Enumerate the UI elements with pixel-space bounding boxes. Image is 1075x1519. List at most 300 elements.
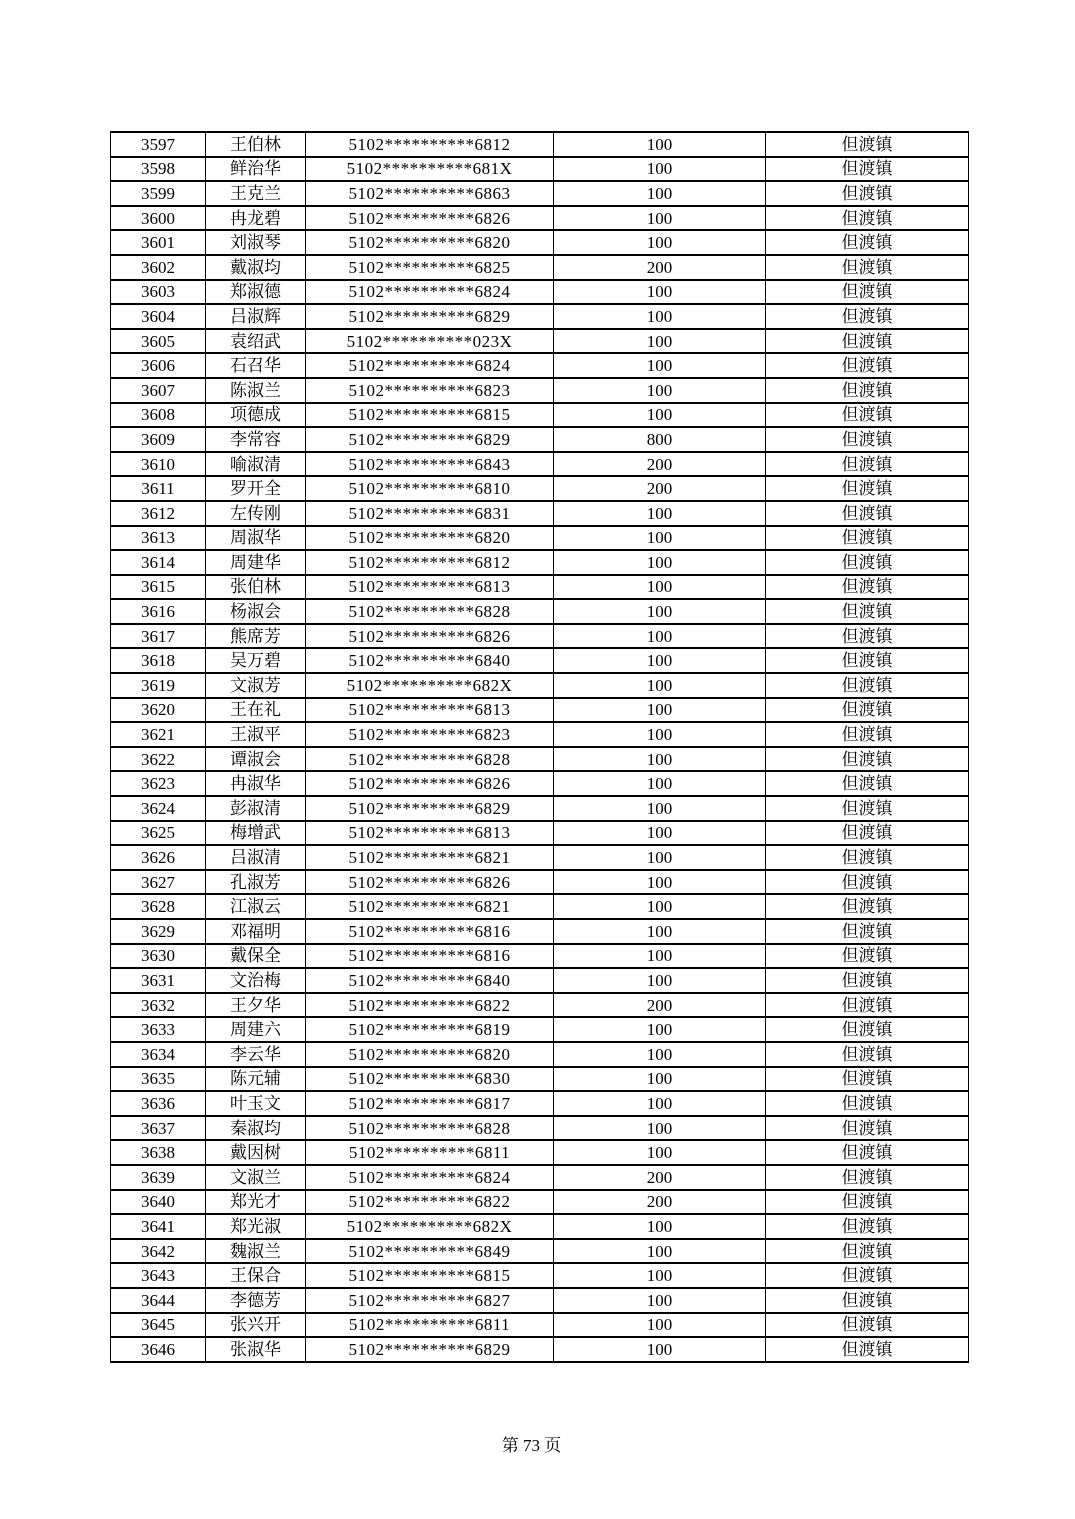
cell-town: 但渡镇 bbox=[766, 673, 969, 698]
table-row bbox=[111, 894, 969, 919]
cell-amount: 200 bbox=[554, 1190, 766, 1215]
table-row bbox=[111, 968, 969, 993]
cell-serial-number: 3632 bbox=[111, 993, 206, 1018]
cell-amount: 100 bbox=[554, 919, 766, 944]
cell-masked-id: 5102**********6824 bbox=[306, 280, 554, 305]
cell-amount: 100 bbox=[554, 230, 766, 255]
table-body bbox=[111, 132, 969, 1362]
cell-serial-number: 3627 bbox=[111, 870, 206, 895]
roster-table bbox=[110, 131, 969, 1363]
table-row bbox=[111, 304, 969, 329]
cell-serial-number: 3625 bbox=[111, 821, 206, 846]
cell-masked-id: 5102**********6829 bbox=[306, 1337, 554, 1362]
cell-masked-id: 5102**********6812 bbox=[306, 550, 554, 575]
cell-serial-number: 3629 bbox=[111, 919, 206, 944]
table-row bbox=[111, 353, 969, 378]
table-row bbox=[111, 722, 969, 747]
cell-person-name: 邓福明 bbox=[206, 919, 306, 944]
cell-person-name: 戴保全 bbox=[206, 944, 306, 969]
cell-masked-id: 5102**********6822 bbox=[306, 993, 554, 1018]
cell-town: 但渡镇 bbox=[766, 452, 969, 477]
cell-serial-number: 3636 bbox=[111, 1091, 206, 1116]
cell-town: 但渡镇 bbox=[766, 993, 969, 1018]
cell-serial-number: 3638 bbox=[111, 1140, 206, 1165]
cell-masked-id: 5102**********6826 bbox=[306, 624, 554, 649]
cell-serial-number: 3605 bbox=[111, 329, 206, 354]
cell-masked-id: 5102**********6823 bbox=[306, 378, 554, 403]
cell-town: 但渡镇 bbox=[766, 304, 969, 329]
cell-person-name: 郑光淑 bbox=[206, 1214, 306, 1239]
table-row bbox=[111, 230, 969, 255]
cell-town: 但渡镇 bbox=[766, 722, 969, 747]
table-row bbox=[111, 476, 969, 501]
cell-serial-number: 3598 bbox=[111, 157, 206, 182]
cell-masked-id: 5102**********6813 bbox=[306, 575, 554, 600]
cell-masked-id: 5102**********6815 bbox=[306, 403, 554, 428]
cell-masked-id: 5102**********6824 bbox=[306, 353, 554, 378]
cell-serial-number: 3641 bbox=[111, 1214, 206, 1239]
cell-amount: 100 bbox=[554, 1091, 766, 1116]
cell-masked-id: 5102**********6820 bbox=[306, 230, 554, 255]
cell-person-name: 李德芳 bbox=[206, 1288, 306, 1313]
table-row bbox=[111, 624, 969, 649]
cell-masked-id: 5102**********6827 bbox=[306, 1288, 554, 1313]
table-row bbox=[111, 1337, 969, 1362]
cell-town: 但渡镇 bbox=[766, 919, 969, 944]
cell-serial-number: 3613 bbox=[111, 526, 206, 551]
cell-masked-id: 5102**********6811 bbox=[306, 1140, 554, 1165]
cell-serial-number: 3599 bbox=[111, 181, 206, 206]
cell-town: 但渡镇 bbox=[766, 230, 969, 255]
cell-serial-number: 3611 bbox=[111, 476, 206, 501]
table-row bbox=[111, 698, 969, 723]
cell-person-name: 鲜治华 bbox=[206, 157, 306, 182]
cell-person-name: 王在礼 bbox=[206, 698, 306, 723]
cell-person-name: 冉淑华 bbox=[206, 771, 306, 796]
cell-masked-id: 5102**********6828 bbox=[306, 1116, 554, 1141]
cell-masked-id: 5102**********6824 bbox=[306, 1165, 554, 1190]
cell-person-name: 周建六 bbox=[206, 1017, 306, 1042]
cell-amount: 100 bbox=[554, 304, 766, 329]
cell-amount: 100 bbox=[554, 157, 766, 182]
cell-masked-id: 5102**********6815 bbox=[306, 1263, 554, 1288]
cell-masked-id: 5102**********682X bbox=[306, 1214, 554, 1239]
cell-person-name: 叶玉文 bbox=[206, 1091, 306, 1116]
cell-masked-id: 5102**********6825 bbox=[306, 255, 554, 280]
cell-person-name: 袁绍武 bbox=[206, 329, 306, 354]
table-row bbox=[111, 796, 969, 821]
cell-serial-number: 3612 bbox=[111, 501, 206, 526]
cell-town: 但渡镇 bbox=[766, 255, 969, 280]
cell-serial-number: 3626 bbox=[111, 845, 206, 870]
table-row bbox=[111, 452, 969, 477]
cell-person-name: 秦淑均 bbox=[206, 1116, 306, 1141]
cell-serial-number: 3602 bbox=[111, 255, 206, 280]
cell-serial-number: 3617 bbox=[111, 624, 206, 649]
cell-town: 但渡镇 bbox=[766, 1116, 969, 1141]
cell-amount: 100 bbox=[554, 181, 766, 206]
cell-person-name: 石召华 bbox=[206, 353, 306, 378]
cell-person-name: 喻淑清 bbox=[206, 452, 306, 477]
page-number-footer: 第 73 页 bbox=[501, 1436, 562, 1455]
cell-serial-number: 3646 bbox=[111, 1337, 206, 1362]
cell-person-name: 戴因树 bbox=[206, 1140, 306, 1165]
cell-amount: 100 bbox=[554, 280, 766, 305]
cell-serial-number: 3597 bbox=[111, 132, 206, 157]
table-row bbox=[111, 280, 969, 305]
cell-amount: 100 bbox=[554, 747, 766, 772]
cell-person-name: 张淑华 bbox=[206, 1337, 306, 1362]
table-row bbox=[111, 132, 969, 157]
cell-town: 但渡镇 bbox=[766, 1165, 969, 1190]
table-row bbox=[111, 1263, 969, 1288]
cell-town: 但渡镇 bbox=[766, 747, 969, 772]
table-row bbox=[111, 648, 969, 673]
cell-person-name: 王淑平 bbox=[206, 722, 306, 747]
cell-serial-number: 3639 bbox=[111, 1165, 206, 1190]
cell-amount: 100 bbox=[554, 206, 766, 231]
table-row bbox=[111, 944, 969, 969]
cell-masked-id: 5102**********6817 bbox=[306, 1091, 554, 1116]
cell-town: 但渡镇 bbox=[766, 427, 969, 452]
table-row bbox=[111, 1190, 969, 1215]
cell-amount: 100 bbox=[554, 845, 766, 870]
cell-person-name: 李云华 bbox=[206, 1042, 306, 1067]
cell-amount: 100 bbox=[554, 648, 766, 673]
cell-serial-number: 3633 bbox=[111, 1017, 206, 1042]
cell-amount: 100 bbox=[554, 1042, 766, 1067]
table-row bbox=[111, 157, 969, 182]
cell-masked-id: 5102**********6813 bbox=[306, 698, 554, 723]
cell-masked-id: 5102**********6822 bbox=[306, 1190, 554, 1215]
cell-person-name: 文治梅 bbox=[206, 968, 306, 993]
cell-town: 但渡镇 bbox=[766, 1214, 969, 1239]
cell-masked-id: 5102**********6828 bbox=[306, 599, 554, 624]
cell-person-name: 谭淑会 bbox=[206, 747, 306, 772]
table-row bbox=[111, 575, 969, 600]
cell-amount: 100 bbox=[554, 1116, 766, 1141]
cell-amount: 100 bbox=[554, 1337, 766, 1362]
cell-amount: 100 bbox=[554, 526, 766, 551]
table-row bbox=[111, 1017, 969, 1042]
cell-serial-number: 3640 bbox=[111, 1190, 206, 1215]
cell-town: 但渡镇 bbox=[766, 1263, 969, 1288]
cell-masked-id: 5102**********6840 bbox=[306, 648, 554, 673]
table-row bbox=[111, 378, 969, 403]
cell-person-name: 王克兰 bbox=[206, 181, 306, 206]
cell-person-name: 吕淑清 bbox=[206, 845, 306, 870]
cell-person-name: 李常容 bbox=[206, 427, 306, 452]
cell-amount: 100 bbox=[554, 550, 766, 575]
table-row bbox=[111, 821, 969, 846]
cell-amount: 100 bbox=[554, 771, 766, 796]
table-row bbox=[111, 329, 969, 354]
cell-amount: 200 bbox=[554, 1165, 766, 1190]
cell-town: 但渡镇 bbox=[766, 1091, 969, 1116]
cell-town: 但渡镇 bbox=[766, 1239, 969, 1264]
cell-masked-id: 5102**********6829 bbox=[306, 427, 554, 452]
cell-town: 但渡镇 bbox=[766, 1313, 969, 1338]
cell-town: 但渡镇 bbox=[766, 501, 969, 526]
cell-town: 但渡镇 bbox=[766, 132, 969, 157]
cell-serial-number: 3645 bbox=[111, 1313, 206, 1338]
cell-masked-id: 5102**********6829 bbox=[306, 304, 554, 329]
table-row bbox=[111, 427, 969, 452]
cell-amount: 100 bbox=[554, 1214, 766, 1239]
cell-serial-number: 3630 bbox=[111, 944, 206, 969]
cell-serial-number: 3642 bbox=[111, 1239, 206, 1264]
cell-serial-number: 3618 bbox=[111, 648, 206, 673]
cell-person-name: 张伯林 bbox=[206, 575, 306, 600]
cell-person-name: 江淑云 bbox=[206, 894, 306, 919]
cell-masked-id: 5102**********6826 bbox=[306, 206, 554, 231]
cell-masked-id: 5102**********6831 bbox=[306, 501, 554, 526]
cell-town: 但渡镇 bbox=[766, 870, 969, 895]
cell-person-name: 文淑芳 bbox=[206, 673, 306, 698]
cell-town: 但渡镇 bbox=[766, 550, 969, 575]
cell-serial-number: 3644 bbox=[111, 1288, 206, 1313]
cell-masked-id: 5102**********6813 bbox=[306, 821, 554, 846]
cell-masked-id: 5102**********682X bbox=[306, 673, 554, 698]
cell-serial-number: 3609 bbox=[111, 427, 206, 452]
cell-serial-number: 3601 bbox=[111, 230, 206, 255]
table-row bbox=[111, 747, 969, 772]
cell-town: 但渡镇 bbox=[766, 1140, 969, 1165]
cell-town: 但渡镇 bbox=[766, 1042, 969, 1067]
table-row bbox=[111, 673, 969, 698]
cell-person-name: 彭淑清 bbox=[206, 796, 306, 821]
cell-town: 但渡镇 bbox=[766, 181, 969, 206]
cell-amount: 100 bbox=[554, 403, 766, 428]
table-row bbox=[111, 919, 969, 944]
cell-town: 但渡镇 bbox=[766, 968, 969, 993]
table-row bbox=[111, 1313, 969, 1338]
cell-person-name: 周淑华 bbox=[206, 526, 306, 551]
cell-town: 但渡镇 bbox=[766, 1337, 969, 1362]
cell-masked-id: 5102**********6820 bbox=[306, 526, 554, 551]
cell-serial-number: 3600 bbox=[111, 206, 206, 231]
cell-person-name: 戴淑均 bbox=[206, 255, 306, 280]
cell-person-name: 张兴开 bbox=[206, 1313, 306, 1338]
cell-amount: 100 bbox=[554, 796, 766, 821]
cell-masked-id: 5102**********6849 bbox=[306, 1239, 554, 1264]
table-row bbox=[111, 1140, 969, 1165]
cell-serial-number: 3619 bbox=[111, 673, 206, 698]
table-row bbox=[111, 206, 969, 231]
cell-serial-number: 3614 bbox=[111, 550, 206, 575]
cell-masked-id: 5102**********6816 bbox=[306, 944, 554, 969]
cell-town: 但渡镇 bbox=[766, 944, 969, 969]
cell-town: 但渡镇 bbox=[766, 476, 969, 501]
cell-masked-id: 5102**********6828 bbox=[306, 747, 554, 772]
cell-masked-id: 5102**********6810 bbox=[306, 476, 554, 501]
table-row bbox=[111, 993, 969, 1018]
cell-town: 但渡镇 bbox=[766, 894, 969, 919]
cell-town: 但渡镇 bbox=[766, 796, 969, 821]
cell-masked-id: 5102**********023X bbox=[306, 329, 554, 354]
cell-serial-number: 3637 bbox=[111, 1116, 206, 1141]
cell-serial-number: 3606 bbox=[111, 353, 206, 378]
cell-town: 但渡镇 bbox=[766, 845, 969, 870]
cell-person-name: 孔淑芳 bbox=[206, 870, 306, 895]
cell-amount: 100 bbox=[554, 1067, 766, 1092]
cell-town: 但渡镇 bbox=[766, 378, 969, 403]
table-row bbox=[111, 1116, 969, 1141]
table-row bbox=[111, 1288, 969, 1313]
cell-amount: 100 bbox=[554, 575, 766, 600]
cell-amount: 100 bbox=[554, 1017, 766, 1042]
cell-masked-id: 5102**********6840 bbox=[306, 968, 554, 993]
cell-serial-number: 3616 bbox=[111, 599, 206, 624]
cell-person-name: 吴万碧 bbox=[206, 648, 306, 673]
cell-serial-number: 3615 bbox=[111, 575, 206, 600]
cell-town: 但渡镇 bbox=[766, 698, 969, 723]
table-row bbox=[111, 181, 969, 206]
cell-serial-number: 3620 bbox=[111, 698, 206, 723]
cell-town: 但渡镇 bbox=[766, 280, 969, 305]
cell-town: 但渡镇 bbox=[766, 157, 969, 182]
cell-serial-number: 3610 bbox=[111, 452, 206, 477]
cell-masked-id: 5102**********6829 bbox=[306, 796, 554, 821]
cell-amount: 200 bbox=[554, 452, 766, 477]
table-row bbox=[111, 845, 969, 870]
cell-person-name: 梅增武 bbox=[206, 821, 306, 846]
table-row bbox=[111, 771, 969, 796]
cell-serial-number: 3635 bbox=[111, 1067, 206, 1092]
cell-person-name: 周建华 bbox=[206, 550, 306, 575]
cell-masked-id: 5102**********681X bbox=[306, 157, 554, 182]
cell-masked-id: 5102**********6811 bbox=[306, 1313, 554, 1338]
cell-amount: 100 bbox=[554, 501, 766, 526]
cell-town: 但渡镇 bbox=[766, 403, 969, 428]
cell-town: 但渡镇 bbox=[766, 353, 969, 378]
cell-masked-id: 5102**********6820 bbox=[306, 1042, 554, 1067]
cell-person-name: 陈元辅 bbox=[206, 1067, 306, 1092]
cell-person-name: 王夕华 bbox=[206, 993, 306, 1018]
cell-amount: 100 bbox=[554, 698, 766, 723]
cell-amount: 800 bbox=[554, 427, 766, 452]
cell-amount: 100 bbox=[554, 673, 766, 698]
cell-amount: 200 bbox=[554, 993, 766, 1018]
cell-person-name: 王保合 bbox=[206, 1263, 306, 1288]
cell-serial-number: 3622 bbox=[111, 747, 206, 772]
cell-amount: 100 bbox=[554, 599, 766, 624]
cell-person-name: 郑光才 bbox=[206, 1190, 306, 1215]
cell-town: 但渡镇 bbox=[766, 1288, 969, 1313]
cell-town: 但渡镇 bbox=[766, 624, 969, 649]
table-row bbox=[111, 550, 969, 575]
table-row bbox=[111, 255, 969, 280]
cell-serial-number: 3634 bbox=[111, 1042, 206, 1067]
table-row bbox=[111, 1091, 969, 1116]
cell-amount: 200 bbox=[554, 255, 766, 280]
cell-amount: 100 bbox=[554, 968, 766, 993]
cell-person-name: 刘淑琴 bbox=[206, 230, 306, 255]
cell-person-name: 郑淑德 bbox=[206, 280, 306, 305]
cell-amount: 100 bbox=[554, 353, 766, 378]
cell-serial-number: 3604 bbox=[111, 304, 206, 329]
table-row bbox=[111, 599, 969, 624]
cell-person-name: 冉龙碧 bbox=[206, 206, 306, 231]
cell-person-name: 文淑兰 bbox=[206, 1165, 306, 1190]
cell-amount: 100 bbox=[554, 870, 766, 895]
table-row bbox=[111, 1214, 969, 1239]
cell-masked-id: 5102**********6830 bbox=[306, 1067, 554, 1092]
cell-serial-number: 3643 bbox=[111, 1263, 206, 1288]
cell-person-name: 罗开全 bbox=[206, 476, 306, 501]
cell-amount: 100 bbox=[554, 894, 766, 919]
cell-town: 但渡镇 bbox=[766, 526, 969, 551]
cell-town: 但渡镇 bbox=[766, 1017, 969, 1042]
cell-town: 但渡镇 bbox=[766, 329, 969, 354]
cell-masked-id: 5102**********6819 bbox=[306, 1017, 554, 1042]
cell-masked-id: 5102**********6821 bbox=[306, 894, 554, 919]
table-row bbox=[111, 1042, 969, 1067]
cell-serial-number: 3628 bbox=[111, 894, 206, 919]
cell-amount: 100 bbox=[554, 1288, 766, 1313]
cell-person-name: 王伯林 bbox=[206, 132, 306, 157]
cell-person-name: 左传刚 bbox=[206, 501, 306, 526]
cell-town: 但渡镇 bbox=[766, 648, 969, 673]
cell-town: 但渡镇 bbox=[766, 575, 969, 600]
cell-amount: 100 bbox=[554, 1239, 766, 1264]
cell-amount: 200 bbox=[554, 476, 766, 501]
cell-person-name: 熊席芳 bbox=[206, 624, 306, 649]
cell-town: 但渡镇 bbox=[766, 599, 969, 624]
cell-serial-number: 3623 bbox=[111, 771, 206, 796]
cell-town: 但渡镇 bbox=[766, 1067, 969, 1092]
cell-masked-id: 5102**********6812 bbox=[306, 132, 554, 157]
table-row bbox=[111, 403, 969, 428]
cell-town: 但渡镇 bbox=[766, 771, 969, 796]
table-row bbox=[111, 526, 969, 551]
cell-masked-id: 5102**********6826 bbox=[306, 870, 554, 895]
cell-person-name: 吕淑辉 bbox=[206, 304, 306, 329]
cell-serial-number: 3608 bbox=[111, 403, 206, 428]
cell-serial-number: 3631 bbox=[111, 968, 206, 993]
table-row bbox=[111, 870, 969, 895]
cell-town: 但渡镇 bbox=[766, 206, 969, 231]
cell-town: 但渡镇 bbox=[766, 1190, 969, 1215]
cell-amount: 100 bbox=[554, 132, 766, 157]
cell-person-name: 陈淑兰 bbox=[206, 378, 306, 403]
table-row bbox=[111, 1239, 969, 1264]
cell-serial-number: 3624 bbox=[111, 796, 206, 821]
table-row bbox=[111, 1067, 969, 1092]
cell-amount: 100 bbox=[554, 944, 766, 969]
cell-amount: 100 bbox=[554, 624, 766, 649]
table-row bbox=[111, 501, 969, 526]
cell-person-name: 杨淑会 bbox=[206, 599, 306, 624]
cell-amount: 100 bbox=[554, 1140, 766, 1165]
cell-serial-number: 3607 bbox=[111, 378, 206, 403]
cell-amount: 100 bbox=[554, 722, 766, 747]
cell-amount: 100 bbox=[554, 821, 766, 846]
cell-person-name: 魏淑兰 bbox=[206, 1239, 306, 1264]
cell-person-name: 项德成 bbox=[206, 403, 306, 428]
cell-amount: 100 bbox=[554, 329, 766, 354]
table-row bbox=[111, 1165, 969, 1190]
cell-masked-id: 5102**********6821 bbox=[306, 845, 554, 870]
cell-masked-id: 5102**********6826 bbox=[306, 771, 554, 796]
cell-amount: 100 bbox=[554, 1313, 766, 1338]
cell-masked-id: 5102**********6863 bbox=[306, 181, 554, 206]
cell-town: 但渡镇 bbox=[766, 821, 969, 846]
cell-amount: 100 bbox=[554, 378, 766, 403]
cell-masked-id: 5102**********6843 bbox=[306, 452, 554, 477]
cell-serial-number: 3603 bbox=[111, 280, 206, 305]
cell-amount: 100 bbox=[554, 1263, 766, 1288]
